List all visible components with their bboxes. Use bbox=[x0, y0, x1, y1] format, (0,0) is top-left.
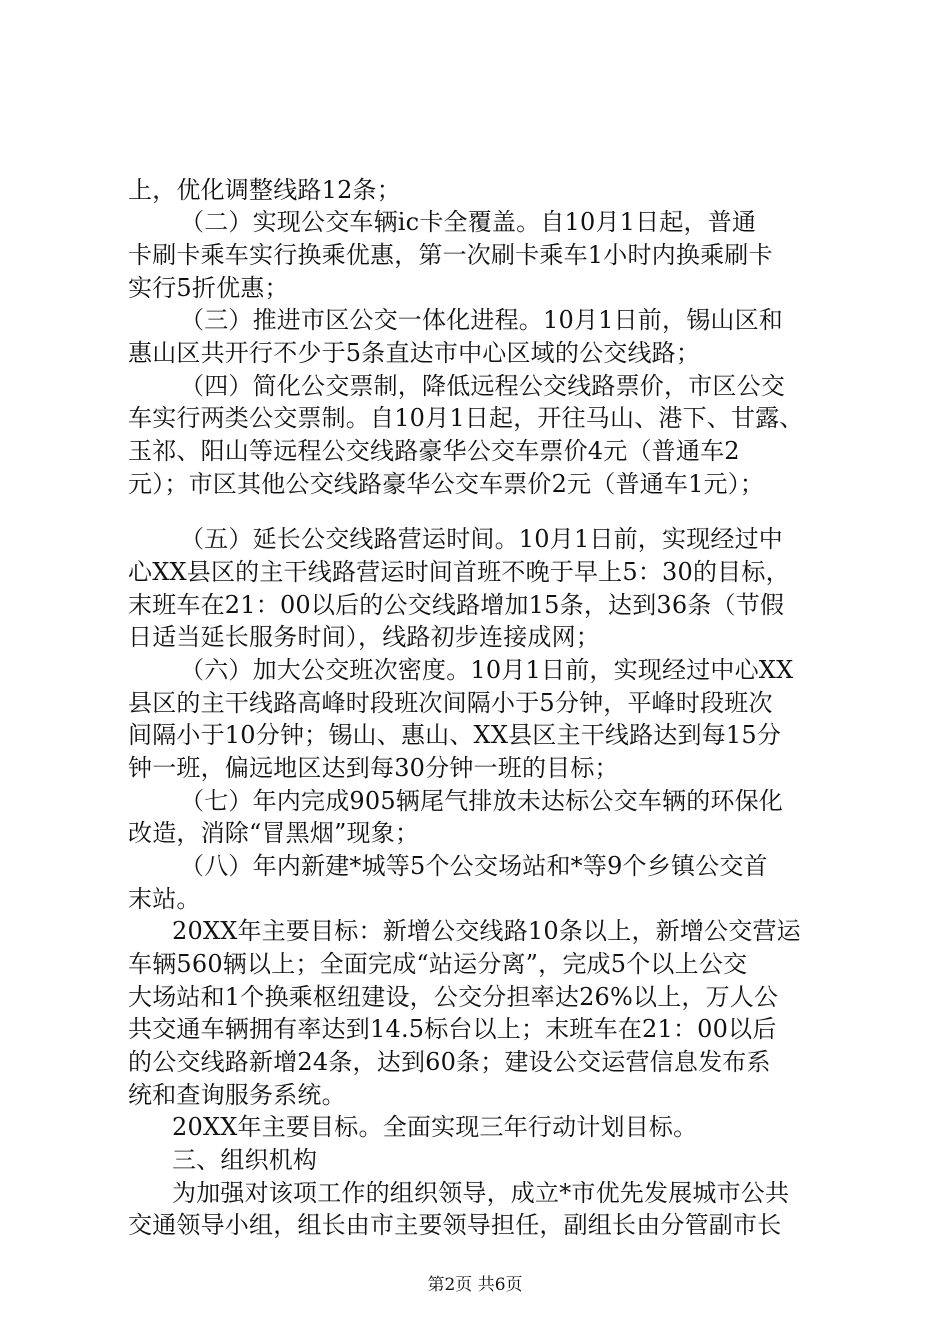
text-line: 元）；市区其他公交线路豪华公交车票价2元（普通车1元）； bbox=[128, 470, 765, 498]
text-line: 20XX年主要目标。全面实现三年行动计划目标。 bbox=[172, 1113, 698, 1141]
text-line: （五）延长公交线路营运时间。10月1日前，实现经过中 bbox=[180, 525, 784, 553]
text-line: （八）年内新建*城等5个公交场站和*等9个乡镇公交首 bbox=[180, 852, 768, 880]
section-heading: 三、组织机构 bbox=[172, 1146, 318, 1174]
text-line: 20XX年主要目标：新增公交线路10条以上，新增公交营运 bbox=[172, 917, 801, 945]
text-line: （七）年内完成905辆尾气排放未达标公交车辆的环保化 bbox=[180, 787, 784, 815]
text-line: 日适当延长服务时间），线路初步连接成网； bbox=[128, 623, 600, 651]
text-line: 上，优化调整线路12条； bbox=[128, 176, 401, 204]
text-line: 的公交线路新增24条，达到60条；建设公交运营信息发布系 bbox=[128, 1048, 771, 1076]
text-line: 玉祁、阳山等远程公交线路豪华公交车票价4元（普通车2 bbox=[128, 437, 740, 465]
text-line: 实行5折优惠； bbox=[128, 274, 289, 302]
text-line: 钟一班，偏远地区达到每30分钟一班的目标； bbox=[128, 754, 619, 782]
text-line: 改造，消除“冒黑烟”现象； bbox=[128, 819, 420, 847]
text-line: 末班车在21：00以后的公交线路增加15条，达到36条（节假 bbox=[128, 591, 785, 619]
text-line: 车实行两类公交票制。自10月1日起，开往马山、港下、甘露、 bbox=[128, 404, 804, 432]
text-line: （二）实现公交车辆ic卡全覆盖。自10月1日起，普通 bbox=[180, 208, 757, 236]
text-line: 惠山区共开行不少于5条直达市中心区域的公交线路； bbox=[128, 339, 701, 367]
text-line: 为加强对该项工作的组织领导，成立*市优先发展城市公共 bbox=[172, 1179, 790, 1207]
text-line: 间隔小于10分钟；锡山、惠山、XX县区主干线路达到每15分 bbox=[128, 721, 782, 749]
page-footer: 第2页 共6页 bbox=[427, 1275, 523, 1295]
text-line: 心XX县区的主干线路营运时间首班不晚于早上5：30的目标， bbox=[128, 558, 790, 586]
text-line: 卡刷卡乘车实行换乘优惠，第一次刷卡乘车1小时内换乘刷卡 bbox=[128, 241, 773, 269]
text-line: 交通领导小组，组长由市主要领导担任，副组长由分管副市长 bbox=[128, 1211, 782, 1239]
text-line: 大场站和1个换乘枢纽建设，公交分担率达26%以上，万人公 bbox=[128, 983, 779, 1011]
text-line: 统和查询服务系统。 bbox=[128, 1081, 346, 1109]
text-line: 车辆560辆以上；全面完成“站运分离”，完成5个以上公交 bbox=[128, 950, 748, 978]
text-line: 县区的主干线路高峰时段班次间隔小于5分钟，平峰时段班次 bbox=[128, 689, 773, 717]
text-line: （四）简化公交票制，降低远程公交线路票价，市区公交 bbox=[180, 372, 785, 400]
text-line: 末站。 bbox=[128, 885, 201, 913]
text-line: （六）加大公交班次密度。10月1日前，实现经过中心XX bbox=[180, 656, 794, 684]
text-line: （三）推进市区公交一体化进程。10月1日前，锡山区和 bbox=[180, 306, 784, 334]
text-line: 共交通车辆拥有率达到14.5标台以上；末班车在21：00以后 bbox=[128, 1015, 777, 1043]
